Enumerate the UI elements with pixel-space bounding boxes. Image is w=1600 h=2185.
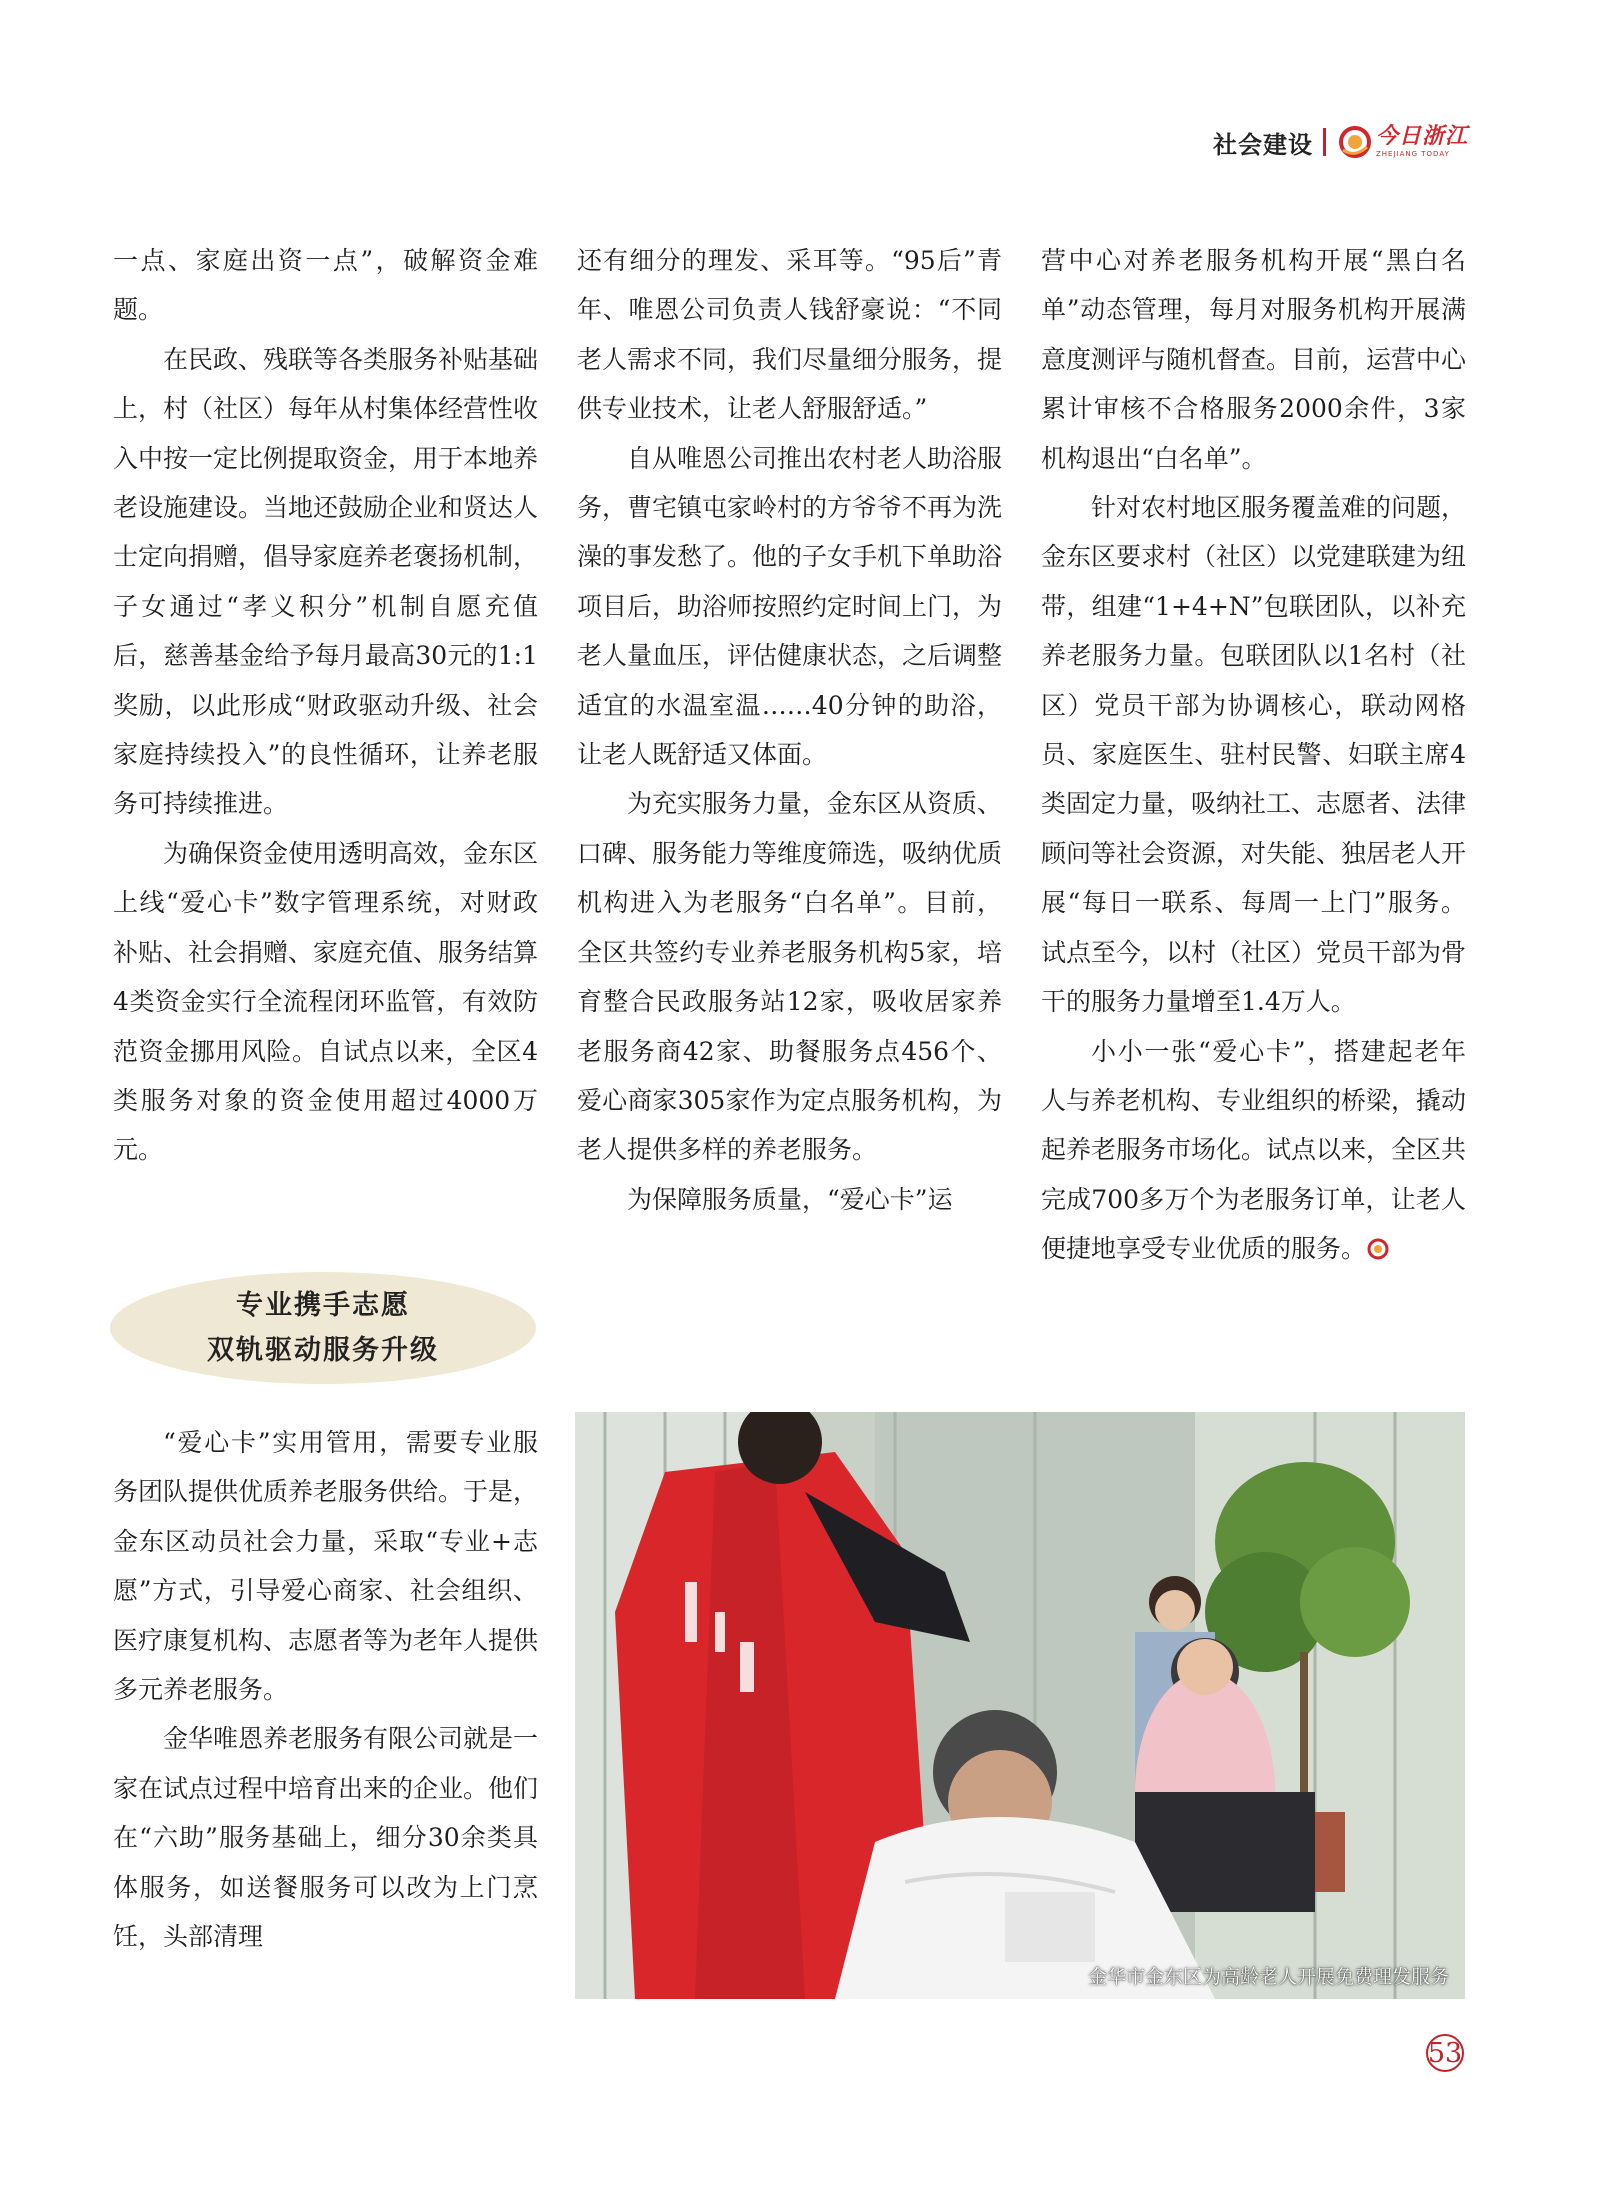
logo-en-text: ZHEJIANG TODAY: [1375, 150, 1450, 158]
article-end-icon: [1366, 1237, 1390, 1261]
magazine-logo: [1338, 125, 1468, 159]
article-column-3: [1041, 236, 1466, 1274]
logo-wordmark: [1376, 126, 1468, 158]
subheading-line-1: 专业携手志愿: [236, 1290, 410, 1321]
header-divider: [1323, 128, 1326, 156]
logo-cn-text: 今日浙江: [1375, 124, 1468, 149]
page-number: [1424, 2032, 1466, 2074]
page-number-text: 53: [1427, 2037, 1463, 2069]
paragraph: 针对农村地区服务覆盖难的问题，金东区要求村（社区）以党建联建为纽带，组建“1+4+N”包联团队，以补充养老服务力量。包联团队以1名村（社区）党员干部为协调核心，联动网格员、家庭医生、驻村民警、妇联主席4类固定力量，吸纳社工、志愿者、法律顾问等社会资源，对失能、独居老人开展“每日一联系、每周一上门”服务。试点至今，以村（社区）党员干部为骨干的服务力量增至1.4万人。: [1041, 493, 1467, 1017]
paragraph: 一点、家庭出资一点”，破解资金难题。: [113, 246, 538, 325]
paragraph: 金华唯恩养老服务有限公司就是一家在试点过程中培育出来的企业。他们在“六助”服务基础上，细分30余类具体服务，如送餐服务可以改为上门烹饪，头部清理: [113, 1724, 539, 1952]
closing-text: 小小一张“爱心卡”，搭建起老年人与养老机构、专业组织的桥梁，撬动起养老服务市场化。试点以来，全区共完成700多万个为老服务订单，让老人便捷地享受专业优质的服务。: [1041, 1036, 1467, 1264]
subheading-line-2: 双轨驱动服务升级: [207, 1335, 439, 1366]
paragraph: 自从唯恩公司推出农村老人助浴服务，曹宅镇屯家岭村的方爷爷不再为洗澡的事发愁了。他的子女手机下单助浴项目后，助浴师按照约定时间上门，为老人量血压，评估健康状态，之后调整适宜的水温室温……40分钟的助浴，让老人既舒适又体面。: [577, 443, 1003, 770]
paragraph: “爱心卡”实用管用，需要专业服务团队提供优质养老服务供给。于是，金东区动员社会力量，采取“专业+志愿”方式，引导爱心商家、社会组织、医疗康复机构、志愿者等为老年人提供多元养老服务。: [113, 1428, 539, 1705]
page-header: [1213, 124, 1468, 160]
article-column-2: [577, 236, 1002, 1224]
photo-caption: 金华市金东区为高龄老人开展免费理发服务: [1087, 1966, 1449, 1988]
section-label: 社会建设: [1212, 130, 1313, 159]
paragraph: 营中心对养老服务机构开展“黑白名单”动态管理，每月对服务机构开展满意度测评与随机督查。目前，运营中心累计审核不合格服务2000余件，3家机构退出“白名单”。: [1041, 246, 1467, 473]
photo-illustration: [575, 1412, 1465, 1999]
paragraph: 为确保资金使用透明高效，金东区上线“爱心卡”数字管理系统，对财政补贴、社会捐赠、家庭充值、服务结算4类资金实行全流程闭环监管，有效防范资金挪用风险。自试点以来，全区4类服务对象的资金使用超过4000万元。: [113, 838, 539, 1165]
paragraph: 还有细分的理发、采耳等。“95后”青年、唯恩公司负责人钱舒豪说：“不同老人需求不同，我们尽量细分服务，提供专业技术，让老人舒服舒适。”: [577, 246, 1003, 424]
article-column-1-lower: [113, 1418, 538, 1961]
section-subheading: [110, 1272, 536, 1384]
paragraph: 在民政、残联等各类服务补贴基础上，村（社区）每年从村集体经营性收入中按一定比例提取资金，用于本地养老设施建设。当地还鼓励企业和贤达人士定向捐赠，倡导家庭养老褒扬机制，子女通过“孝义积分”机制自愿充值后，慈善基金给予每月最高30元的1:1奖励，以此形成“财政驱动升级、社会家庭持续投入”的良性循环，让养老服务可持续推进。: [113, 344, 539, 819]
paragraph: 为充实服务力量，金东区从资质、口碑、服务能力等维度筛选，吸纳优质机构进入为老服务“白名单”。目前，全区共签约专业养老服务机构5家，培育整合民政服务站12家，吸收居家养老服务商42家、助餐服务点456个、爱心商家305家作为定点服务机构，为老人提供多样的养老服务。: [577, 789, 1003, 1165]
article-photo: [575, 1412, 1465, 1999]
paragraph: 为保障服务质量，“爱心卡”运: [627, 1184, 953, 1214]
logo-swirl-icon: [1338, 125, 1372, 159]
paragraph: [1041, 1027, 1466, 1274]
article-column-1: [113, 236, 538, 1175]
